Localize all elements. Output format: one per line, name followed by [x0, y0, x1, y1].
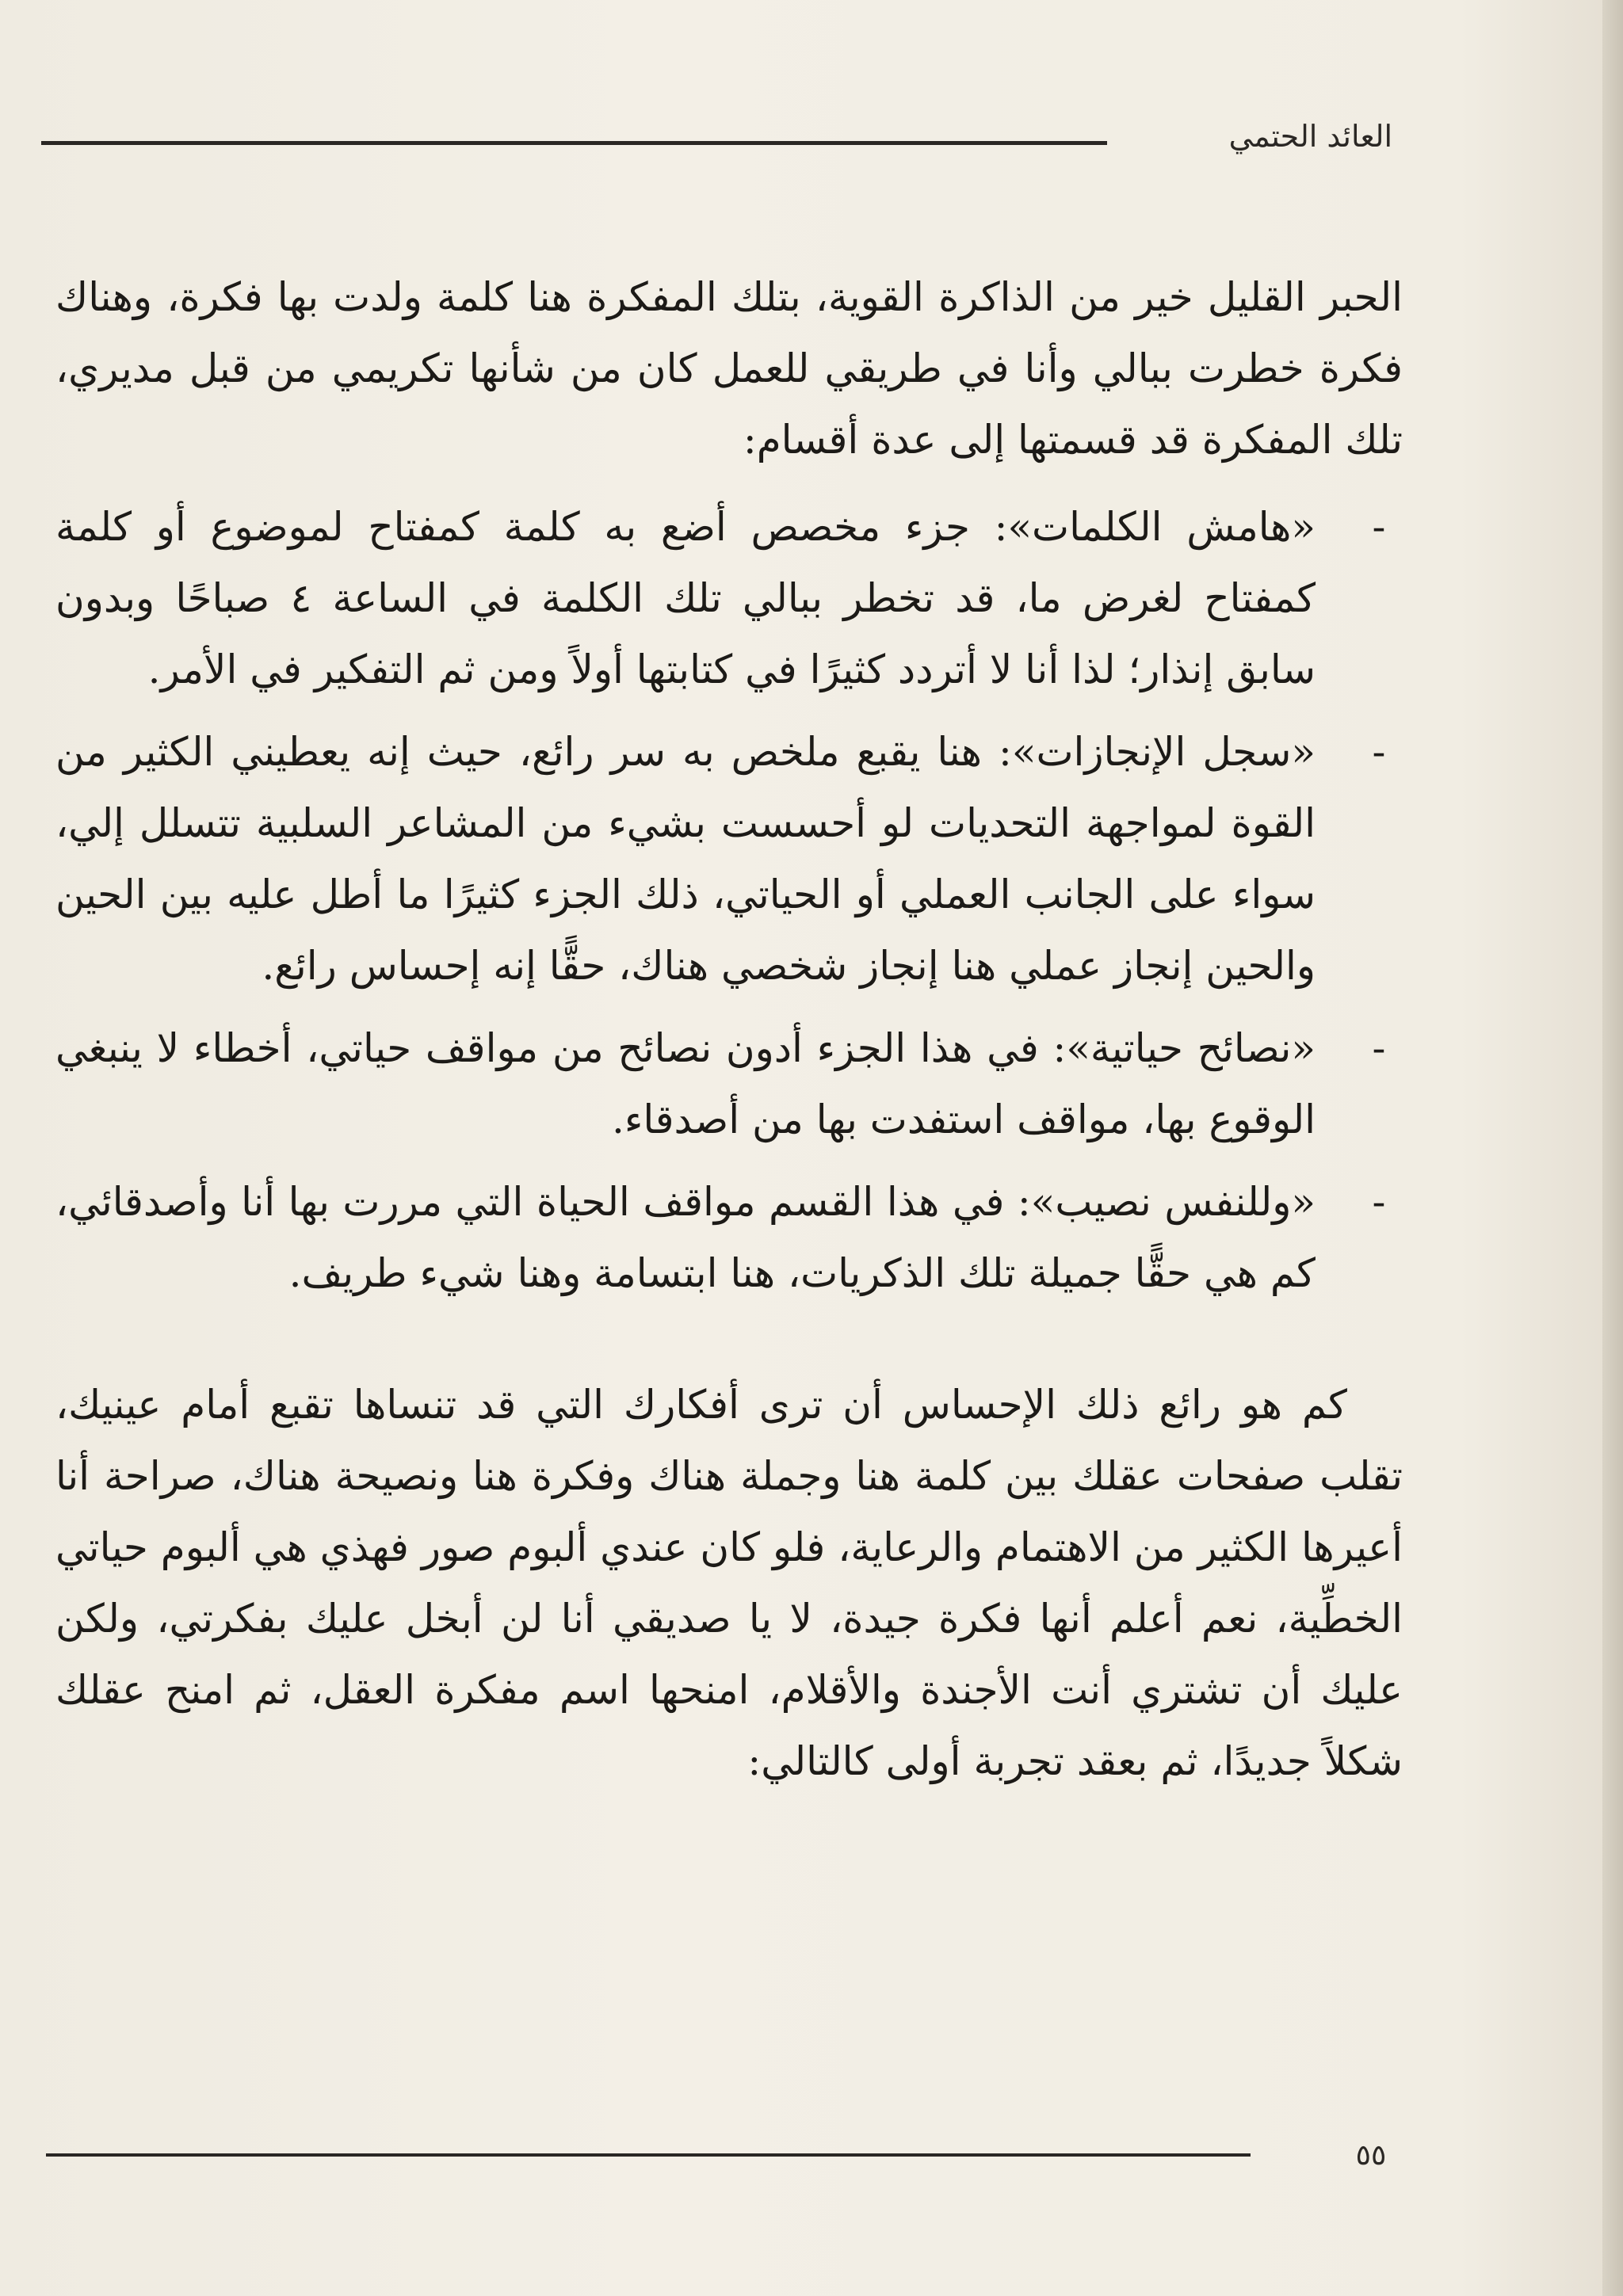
notebook-sections-list	[55, 491, 1403, 1309]
footer-rule	[46, 2153, 1251, 2157]
dash-bullet: -	[1372, 504, 1386, 550]
list-item-text: «سجل الإنجازات»: هنا يقبع ملخص به سر رائع، حيث إنه يعطيني الكثير من القوة لمواجهة التحديات لو أحسست بشيء من المشاعر السلبية تتسلل إلي، سواء على الجانب العملي أو الحياتي، ذلك الجزء كثيرًا ما أطل عليه بين الحين والحين إنجاز عملي هنا إنجاز شخصي هناك، حقًّا إنه إحساس رائع.	[55, 729, 1316, 989]
dash-bullet: -	[1372, 1179, 1386, 1225]
dash-bullet: -	[1372, 729, 1386, 775]
running-head-title: العائد الحتمي	[1228, 119, 1392, 154]
page-number: ٥٥	[1355, 2139, 1387, 2172]
list-item	[55, 491, 1403, 705]
header-rule	[41, 141, 1107, 145]
intro-paragraph: الحبر القليل خير من الذاكرة القوية، بتلك المفكرة هنا كلمة ولدت بها فكرة، وهناك فكرة خطرت ببالي وأنا في طريقي للعمل كان من شأنها تكريمي من قبل مديري، تلك المفكرة قد قسمتها إلى عدة أقسام:	[55, 274, 1403, 463]
list-item	[55, 716, 1403, 1001]
list-item	[55, 1166, 1403, 1309]
list-item	[55, 1013, 1403, 1155]
paragraph-spacer	[55, 1320, 1403, 1369]
page-body	[55, 261, 1403, 1797]
list-item-text: «هامش الكلمات»: جزء مخصص أضع به كلمة كمفتاح لموضوع أو كلمة كمفتاح لغرض ما، قد تخطر ببالي تلك الكلمة في الساعة ٤ صباحًا وبدون سابق إنذار؛ لذا أنا لا أتردد كثيرًا في كتابتها أولاً ومن ثم التفكير في الأمر.	[55, 504, 1316, 692]
dash-bullet: -	[1372, 1025, 1386, 1071]
list-item-text: «نصائح حياتية»: في هذا الجزء أدون نصائح من مواقف حياتي، أخطاء لا ينبغي الوقوع بها، مواقف استفدت بها من أصدقاء.	[55, 1025, 1316, 1142]
list-item-text: «وللنفس نصيب»: في هذا القسم مواقف الحياة التي مررت بها أنا وأصدقائي، كم هي حقًّا جميلة تلك الذكريات، هنا ابتسامة وهنا شيء طريف.	[55, 1179, 1316, 1296]
closing-paragraph: كم هو رائع ذلك الإحساس أن ترى أفكارك التي قد تنساها تقبع أمام عينيك، تقلب صفحات عقلك بين كلمة هنا وجملة هناك وفكرة هنا ونصيحة هناك، صراحة أنا أعيرها الكثير من الاهتمام والرعاية، فلو كان عندي ألبوم صور فهذي هي ألبوم حياتي الخطِّية، نعم أعلم أنها فكرة جيدة، لا يا صديقي أنا لن أبخل عليك بفكرتي، ولكن عليك أن تشتري أنت الأجندة والأقلام، امنحها اسم مفكرة العقل، ثم امنح عقلك شكلاً جديدًا، ثم بعقد تجربة أولى كالتالي:	[55, 1382, 1403, 1784]
book-spine-shadow	[1602, 0, 1623, 2296]
